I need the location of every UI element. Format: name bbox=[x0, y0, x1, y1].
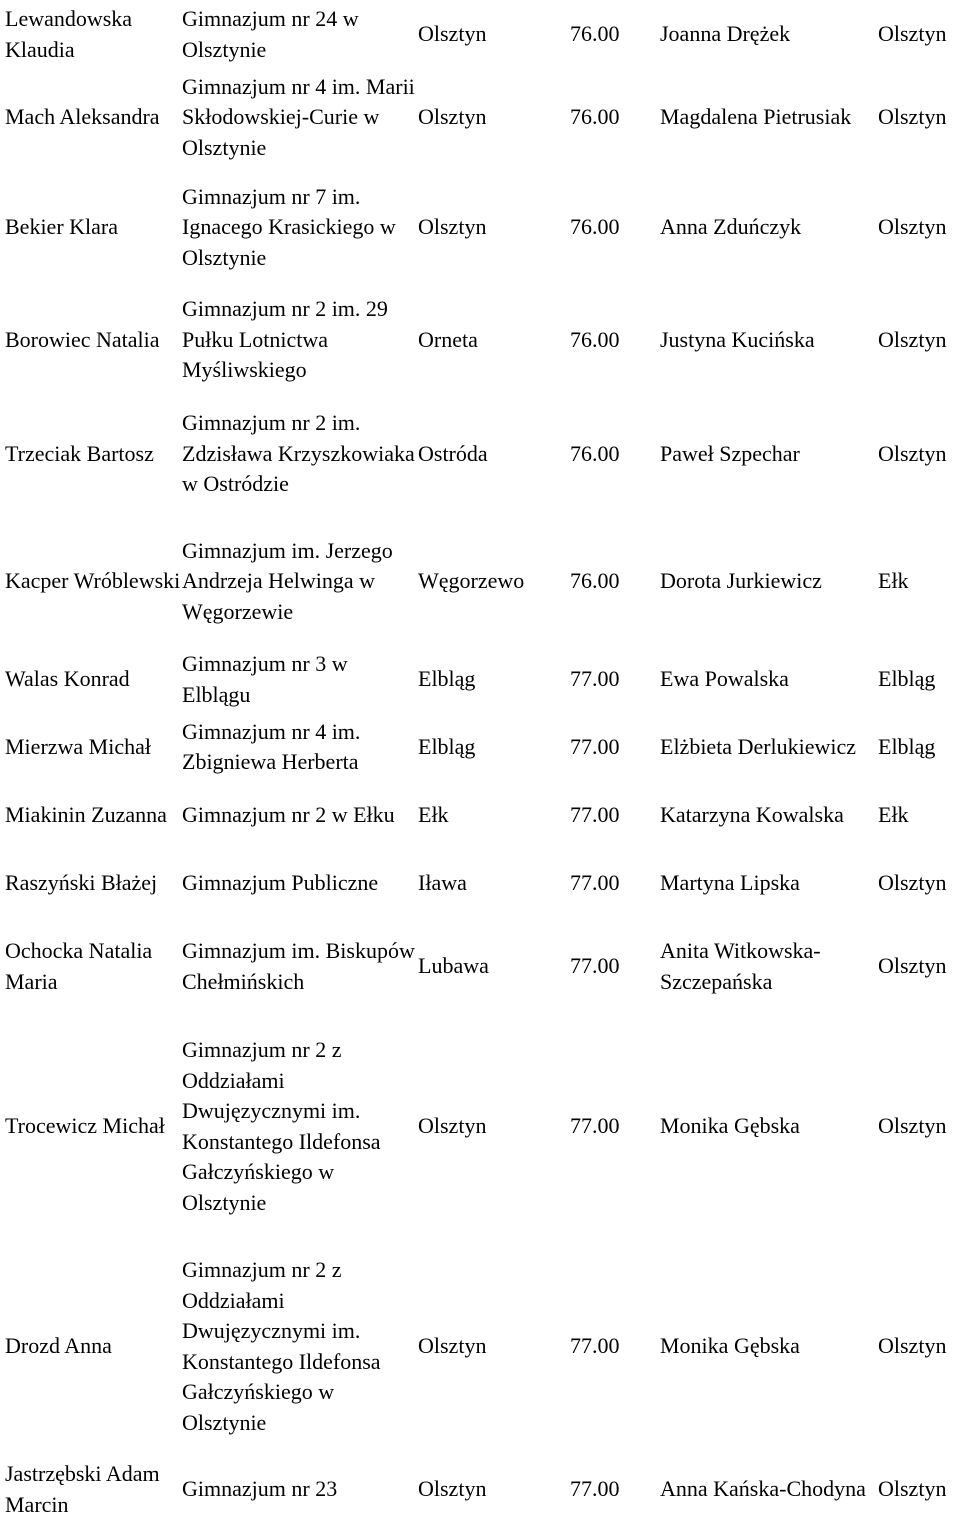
school-name: Gimnazjum nr 2 z Oddziałami Dwujęzycznymi im. Konstantego Ildefonsa Gałczyńskiego w Olsztynie bbox=[182, 1257, 381, 1435]
student-name: Trocewicz Michał bbox=[5, 1113, 165, 1139]
student-name: Ochocka Natalia Maria bbox=[5, 938, 153, 994]
teacher-name: Katarzyna Kowalska bbox=[660, 801, 844, 827]
student-name: Walas Konrad bbox=[5, 666, 130, 692]
student-name: Borowiec Natalia bbox=[5, 326, 160, 352]
teacher-name: Martyna Lipska bbox=[660, 869, 800, 895]
score: 77.00 bbox=[570, 733, 620, 759]
student-name: Drozd Anna bbox=[5, 1333, 112, 1359]
region: Olsztyn bbox=[878, 953, 947, 979]
teacher-name: Anita Witkowska-Szczepańska bbox=[660, 938, 821, 994]
table-row bbox=[0, 917, 960, 1016]
table-row bbox=[0, 69, 960, 166]
city: Ostróda bbox=[418, 440, 488, 466]
school-name: Gimnazjum nr 7 im. Ignacego Krasickiego w Olsztynie bbox=[182, 183, 396, 270]
region: Ełk bbox=[878, 568, 909, 594]
city: Olsztyn bbox=[418, 104, 487, 130]
region: Olsztyn bbox=[878, 869, 947, 895]
city: Olsztyn bbox=[418, 1476, 487, 1502]
school-name: Gimnazjum nr 4 im. Marii Skłodowskiej-Curie w Olsztynie bbox=[182, 73, 415, 160]
score: 77.00 bbox=[570, 953, 620, 979]
table-row bbox=[0, 1456, 960, 1523]
city: Elbląg bbox=[418, 733, 476, 759]
school-name: Gimnazjum nr 2 im. 29 Pułku Lotnictwa Myśliwskiego bbox=[182, 296, 388, 383]
school-name: Gimnazjum nr 2 im. Zdzisława Krzyszkowiaka w Ostródzie bbox=[182, 410, 415, 497]
school-name: Gimnazjum im. Biskupów Chełmińskich bbox=[182, 938, 415, 994]
student-name: Jastrzębski Adam Marcin bbox=[5, 1461, 160, 1517]
city: Iława bbox=[418, 869, 467, 895]
score: 76.00 bbox=[570, 326, 620, 352]
region: Elbląg bbox=[878, 666, 936, 692]
table-row bbox=[0, 289, 960, 391]
score: 76.00 bbox=[570, 214, 620, 240]
table-row bbox=[0, 0, 960, 69]
city: Olsztyn bbox=[418, 1113, 487, 1139]
city: Elbląg bbox=[418, 666, 476, 692]
region: Ełk bbox=[878, 801, 909, 827]
region: Olsztyn bbox=[878, 21, 947, 47]
region: Olsztyn bbox=[878, 1333, 947, 1359]
school-name: Gimnazjum im. Jerzego Andrzeja Helwinga w Węgorzewie bbox=[182, 537, 393, 624]
score: 77.00 bbox=[570, 869, 620, 895]
table-row bbox=[0, 391, 960, 517]
city: Orneta bbox=[418, 326, 478, 352]
city: Węgorzewo bbox=[418, 568, 525, 594]
student-name: Trzeciak Bartosz bbox=[5, 440, 154, 466]
school-name: Gimnazjum nr 2 z Oddziałami Dwujęzycznymi im. Konstantego Ildefonsa Gałczyńskiego w Olsztynie bbox=[182, 1037, 381, 1215]
score: 76.00 bbox=[570, 568, 620, 594]
region: Olsztyn bbox=[878, 214, 947, 240]
region: Olsztyn bbox=[878, 440, 947, 466]
region: Olsztyn bbox=[878, 104, 947, 130]
score: 77.00 bbox=[570, 1333, 620, 1359]
teacher-name: Anna Zduńczyk bbox=[660, 214, 802, 240]
city: Lubawa bbox=[418, 953, 489, 979]
region: Elbląg bbox=[878, 733, 936, 759]
table-row bbox=[0, 1237, 960, 1456]
score: 76.00 bbox=[570, 104, 620, 130]
score: 77.00 bbox=[570, 801, 620, 827]
score: 77.00 bbox=[570, 1476, 620, 1502]
teacher-name: Anna Kańska-Chodyna bbox=[660, 1476, 866, 1502]
teacher-name: Elżbieta Derlukiewicz bbox=[660, 733, 857, 759]
teacher-name: Justyna Kucińska bbox=[660, 326, 815, 352]
table-row bbox=[0, 849, 960, 917]
teacher-name: Monika Gębska bbox=[660, 1113, 800, 1139]
table-row bbox=[0, 517, 960, 646]
city: Olsztyn bbox=[418, 214, 487, 240]
region: Olsztyn bbox=[878, 1476, 947, 1502]
student-name: Mierzwa Michał bbox=[5, 733, 151, 759]
teacher-name: Monika Gębska bbox=[660, 1333, 800, 1359]
teacher-name: Magdalena Pietrusiak bbox=[660, 104, 852, 130]
region: Olsztyn bbox=[878, 326, 947, 352]
score: 76.00 bbox=[570, 440, 620, 466]
school-name: Gimnazjum nr 24 w Olsztynie bbox=[182, 6, 359, 62]
table-row bbox=[0, 781, 960, 849]
student-name: Miakinin Zuzanna bbox=[5, 801, 167, 827]
score: 77.00 bbox=[570, 666, 620, 692]
city: Olsztyn bbox=[418, 21, 487, 47]
teacher-name: Joanna Drężek bbox=[660, 21, 791, 47]
student-name: Raszyński Błażej bbox=[5, 869, 158, 895]
student-name: Lewandowska Klaudia bbox=[5, 6, 133, 62]
score: 76.00 bbox=[570, 21, 620, 47]
student-name: Bekier Klara bbox=[5, 214, 118, 240]
city: Olsztyn bbox=[418, 1333, 487, 1359]
table-row bbox=[0, 646, 960, 713]
table-row bbox=[0, 713, 960, 781]
teacher-name: Paweł Szpechar bbox=[660, 440, 800, 466]
region: Olsztyn bbox=[878, 1113, 947, 1139]
school-name: Gimnazjum Publiczne bbox=[182, 869, 379, 895]
student-name: Kacper Wróblewski bbox=[5, 568, 181, 594]
table-row bbox=[0, 1016, 960, 1237]
city: Ełk bbox=[418, 801, 449, 827]
score: 77.00 bbox=[570, 1113, 620, 1139]
table-row bbox=[0, 166, 960, 289]
teacher-name: Dorota Jurkiewicz bbox=[660, 568, 822, 594]
school-name: Gimnazjum nr 3 w Elblągu bbox=[182, 651, 348, 707]
teacher-name: Ewa Powalska bbox=[660, 666, 789, 692]
school-name: Gimnazjum nr 23 bbox=[182, 1476, 338, 1502]
school-name: Gimnazjum nr 4 im. Zbigniewa Herberta bbox=[182, 718, 361, 774]
student-name: Mach Aleksandra bbox=[5, 104, 160, 130]
school-name: Gimnazjum nr 2 w Ełku bbox=[182, 801, 395, 827]
